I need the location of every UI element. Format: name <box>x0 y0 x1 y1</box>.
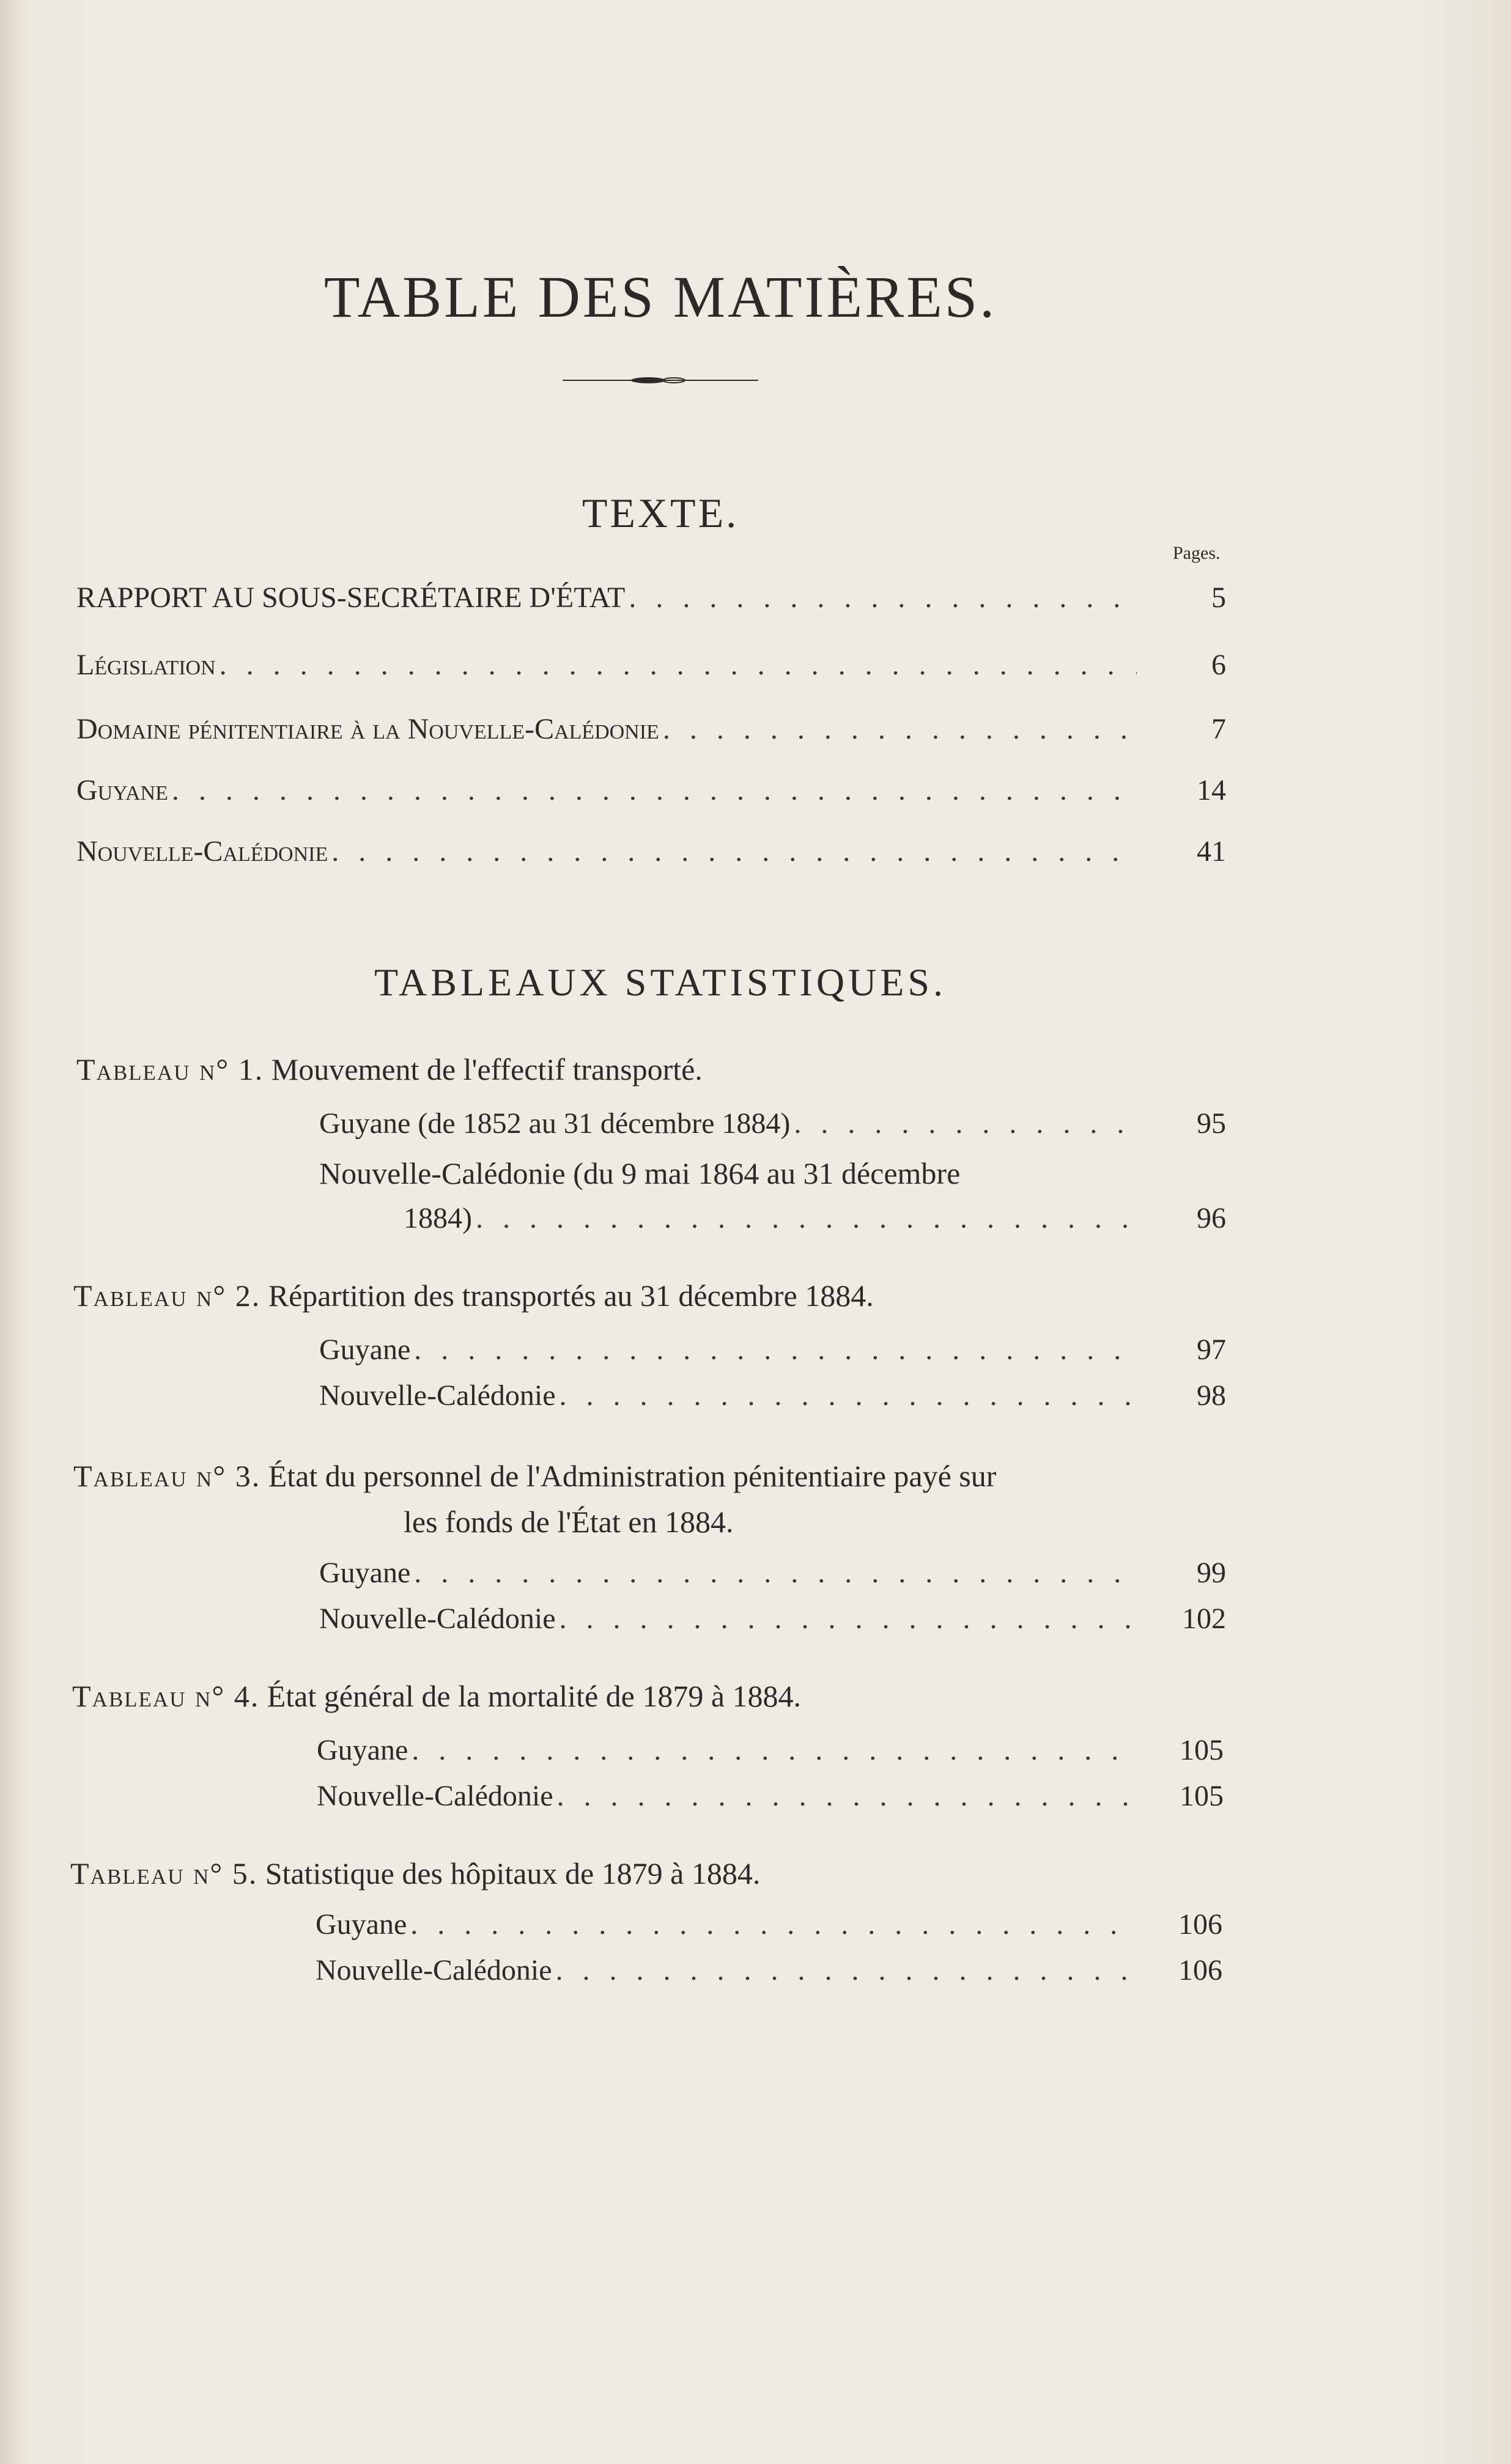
tableau-title: Mouvement de l'effectif transporté. <box>271 1052 703 1086</box>
page-title: TABLE DES MATIÈRES. <box>323 264 997 330</box>
leader-dots <box>476 1201 1137 1235</box>
toc-entry-label: Guyane <box>76 774 168 806</box>
leader-dots <box>794 1107 1137 1140</box>
leader-dots <box>414 1556 1137 1590</box>
leader-dots <box>557 1779 1134 1813</box>
leader-dots <box>410 1908 1133 1941</box>
toc-entry-page: 106 <box>1178 1908 1222 1941</box>
toc-entry-label: Guyane (de 1852 au 31 décembre 1884) <box>319 1107 791 1140</box>
tableau-number: Tableau n° 2. <box>73 1278 261 1313</box>
toc-entry-label: Nouvelle-Calédonie <box>319 1379 556 1412</box>
tableau-4-entry-nc <box>317 1779 1224 1813</box>
toc-entry-page: 96 <box>1197 1202 1226 1234</box>
leader-dots <box>629 581 1137 614</box>
leader-dots <box>220 648 1137 682</box>
toc-entry-legislation <box>76 648 1226 682</box>
tableaux-heading: TABLEAUX STATISTIQUES. <box>374 961 947 1004</box>
toc-entry-page: 14 <box>1197 774 1226 806</box>
tableau-1-entry-nc-line1: Nouvelle-Calédonie (du 9 mai 1864 au 31 décembre <box>319 1156 961 1190</box>
toc-entry-page: 106 <box>1178 1954 1222 1986</box>
tableau-1-heading <box>76 1052 703 1087</box>
tableau-title: État général de la mortalité de 1879 à 1884. <box>267 1679 802 1713</box>
toc-entry-label: Nouvelle-Calédonie <box>316 1954 552 1986</box>
toc-entry-page: 97 <box>1197 1333 1226 1366</box>
tableau-5-entry-guyane <box>316 1908 1222 1941</box>
toc-entry-label: Guyane <box>317 1734 408 1766</box>
tableau-1-entry-guyane <box>319 1107 1226 1140</box>
leader-dots <box>412 1733 1134 1767</box>
tableau-title: État du personnel de l'Administration pénitentiaire payé sur <box>268 1459 997 1493</box>
tableau-number: Tableau n° 4. <box>72 1679 260 1713</box>
leader-dots <box>560 1379 1137 1412</box>
leader-dots <box>560 1602 1137 1636</box>
toc-entry-label: RAPPORT AU SOUS-SECRÉTAIRE D'ÉTAT <box>76 581 626 614</box>
tableau-2-entry-nc <box>319 1379 1226 1412</box>
toc-entry-label: Nouvelle-Calédonie <box>319 1603 556 1635</box>
tableau-3-entry-nc <box>319 1602 1226 1636</box>
tableau-3-title-continued: les fonds de l'État en 1884. <box>404 1505 734 1539</box>
toc-entry-page: 95 <box>1197 1107 1226 1140</box>
leader-dots <box>414 1333 1137 1367</box>
pages-column-label: Pages. <box>1173 543 1221 563</box>
tableau-number: Tableau n° 5. <box>70 1856 258 1890</box>
toc-entry-label: Guyane <box>319 1333 411 1366</box>
toc-entry-page: 98 <box>1197 1379 1226 1412</box>
toc-entry-label: Domaine pénitentiaire à la Nouvelle-Calédonie <box>76 713 659 745</box>
toc-entry-page: 6 <box>1211 649 1226 681</box>
tableau-4-heading <box>72 1678 801 1714</box>
toc-entry-label: Nouvelle-Calédonie <box>317 1780 553 1812</box>
toc-entry-domaine <box>76 712 1226 746</box>
tableau-5-entry-nc <box>316 1953 1222 1987</box>
ornament-divider <box>563 374 758 386</box>
toc-entry-label: 1884) <box>404 1202 472 1234</box>
tableau-number: Tableau n° 3. <box>73 1459 261 1493</box>
leader-dots <box>172 773 1137 807</box>
texte-heading: TEXTE. <box>582 490 739 536</box>
toc-entry-label: Législation <box>76 649 216 681</box>
toc-entry-page: 41 <box>1197 835 1226 868</box>
tableau-4-entry-guyane <box>317 1733 1224 1767</box>
leader-dots <box>663 712 1137 746</box>
toc-entry-label: Guyane <box>319 1557 411 1589</box>
tableau-1-entry-nc-line2 <box>404 1201 1226 1235</box>
toc-entry-page: 105 <box>1180 1780 1224 1812</box>
toc-entry-page: 99 <box>1197 1557 1226 1589</box>
leader-dots <box>556 1953 1133 1987</box>
toc-entry-page: 7 <box>1211 713 1226 745</box>
toc-entry-guyane <box>76 773 1226 807</box>
tableau-3-entry-guyane <box>319 1556 1226 1590</box>
toc-entry-page: 5 <box>1211 581 1226 614</box>
toc-entry-label: Nouvelle-Calédonie <box>76 835 328 868</box>
toc-entry-page: 105 <box>1180 1734 1224 1766</box>
tableau-title: Statistique des hôpitaux de 1879 à 1884. <box>265 1856 761 1890</box>
tableau-3-heading <box>73 1458 996 1494</box>
toc-entry-nouvelle-caledonie <box>76 835 1226 868</box>
tableau-title: Répartition des transportés au 31 décembre 1884. <box>268 1278 874 1313</box>
leader-dots <box>331 835 1137 868</box>
toc-entry-rapport <box>76 581 1226 614</box>
tableau-5-heading <box>70 1856 760 1891</box>
tableau-2-heading <box>73 1278 874 1313</box>
toc-entry-label: Guyane <box>316 1908 407 1941</box>
tableau-2-entry-guyane <box>319 1333 1226 1367</box>
toc-entry-page: 102 <box>1182 1603 1226 1635</box>
tableau-number: Tableau n° 1. <box>76 1052 264 1086</box>
